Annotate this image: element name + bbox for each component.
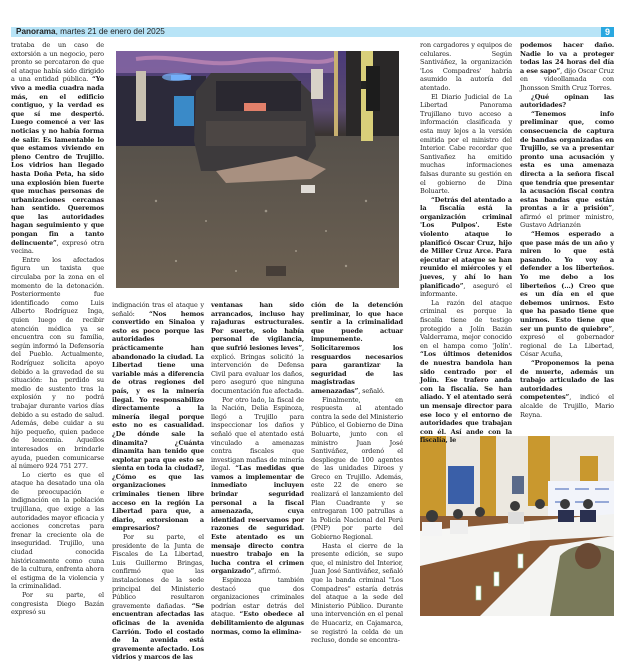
paragraph xyxy=(11,471,104,591)
paragraph xyxy=(520,230,614,359)
paragraph xyxy=(211,396,304,576)
body-text: Entre los afectados figura un taxista que circulaba por la zona en el momento de la detonación. Posteriormente fue identificado como Luis Alberto Rodríguez Inga, quien luego de recibir atención médica ya se encuentra con su familia, según informó la Defensoría del Pueblo. Actualmente, Rodríguez solicita apoyo debido a la gravedad de su situación: ha perdido su medio de sustento tras la explosión y no podrá trabajar durante varios días debido a su estado de salud. Además, debe cuidar a su hijo pequeño, quien padece de leucemia. Aquellos interesados en brindarle ayuda, pueden comunicarse al número 924 751 277. xyxy=(11,255,104,471)
paragraph xyxy=(211,576,304,636)
body-text: Por su parte, el presidente de la Junta de Fiscales de La Libertad, Luis Guillermo Bringas, confirmó que las instalaciones de la sede principal del Ministerio Público resultaron gravemente dañadas. xyxy=(112,533,204,610)
quote-text: “Se encuentran afectadas las oficinas de la avenida Carrión. Todo el costado de la avenida está gravemente afectado. Los vidrios y marcos de las xyxy=(112,601,204,662)
body-text: , explicó. Bringas solicitó la intervención de Defensa Civil para evaluar los daños, pero aseguró que ninguna documentación fue afectada. xyxy=(211,343,304,395)
paragraph xyxy=(211,301,304,396)
body-text: Finalmente, en respuesta al atentado contra la sede del Ministerio Público, el Gobierno de Dina Boluarte, junto con el ministro Juan José Santiváñez, ordenó el despliegue de 100 agentes de las unidades Diroes y Greco en Trujillo. Además, este 22 de enero se realizará el lanzamiento del Plan Cuadrante y se entregaran 100 patrullas a la Policía Nacional del Perú (PNP) por parte del Gobierno Regional. xyxy=(311,395,403,542)
header-dateline xyxy=(16,27,165,37)
article-column-5 xyxy=(420,41,512,445)
article-column-4 xyxy=(311,301,403,645)
body-text: , señaló. xyxy=(358,386,385,395)
quote-text: “Los últimos detenidos de nuestra bandola han sido centrado por el Jolín. Ese trafero anda con la fiscalía. Se han aliado. Y el atentado será un mensaje director para ese loco y el entorno de autoridades que trabajan con él. Así ande con la fiscalía, le xyxy=(420,350,512,445)
paragraph xyxy=(11,256,104,471)
paragraph xyxy=(520,93,614,110)
quote-text: podemos hacer daño. Nadie lo va a proteger todas las 24 horas del día a ese sapo” xyxy=(520,41,614,75)
page-header xyxy=(11,27,614,37)
quote-text: “Proponemos la pena de muerte, además un trabajo articulado de las autoridades competentes” xyxy=(520,358,614,402)
quote-text: “Tenemos info preliminar que, como consecuencia de captura de bandas organizadas en Trujillo, se va a presentar pronto una acusación y esta es una amenaza directa a la señora fiscal que tendría que presentar la acusación fiscal contra estas bandas que están prontas a ir a prisión” xyxy=(520,109,614,213)
body-text: , afirmó. xyxy=(254,567,281,576)
paragraph xyxy=(420,41,512,93)
body-text: Espinoza también destacó que dos organizaciones criminales podrían estar detrás del ataque. xyxy=(211,576,304,619)
body-text: indignación tras el ataque y señaló: xyxy=(112,301,204,318)
body-text: Hasta el cierre de la presente edición, se supo que, el ministro del Interior, Juan José Santiváñez, señaló que la banda criminal "Los Compadres" estaría detrás del ataque a la sede del Ministerio Público. Durante una intervención en el penal de Huacariz, en Cajamarca, se registró la celda de un recluso, donde se encontra- xyxy=(311,541,403,645)
paragraph xyxy=(311,396,403,542)
article-column-2 xyxy=(112,301,204,662)
paragraph xyxy=(112,533,204,662)
body-text: , expresó el gobernador regional de La Libertad, César Acuña, xyxy=(520,324,614,359)
paragraph xyxy=(420,299,512,445)
body-text: , expresó otra vecina. xyxy=(11,238,104,256)
body-text: , dijo Oscar Cruz en videollamada con Jhonsson Smith Cruz Torres. xyxy=(520,66,614,92)
paragraph xyxy=(520,41,614,93)
body-text: Por su parte, el congresista Diego Bazán expresó su xyxy=(11,591,104,617)
paragraph xyxy=(520,359,614,419)
quote-text: “Yo vivo a media cuadra nada más, en el edificio contiguo, y la verdad es que sí me despertó. Luego comencé a ver las noticias y no había forma de salir. Es lamentable lo que estamos viviendo en pleno Centro de Trujillo. Los vidrios han llegado hasta Doña Peta, ha sido una explosión bien fuerte que muchas personas de urbanizaciones cercanas han sentido. Queremos que las autoridades hagan seguimiento y que pongan fin a tanto delincuente” xyxy=(11,75,104,247)
quote-text: “Detrás del atentado a la fiscalía está la organización criminal 'Los Pulpos'. Este violento ataque lo planificó Oscar Cruz, hijo de Miller Cruz Arce. Para ejecutar el ataque se han reunido el miércoles y el jueves, y ahí lo han planificado” xyxy=(420,195,512,290)
paragraph xyxy=(520,110,614,230)
paragraph xyxy=(420,93,512,196)
body-text: La razón del ataque criminal es porque la fiscalía tiene de testigo protegido a Jolín Bazán Valderrama, mejor conocido en el hampa como 'Jolín'. xyxy=(420,298,512,350)
authorities-meeting-photo xyxy=(420,436,614,616)
body-text: ron cargadores y equipos de celulares. Según Santiváñez, la organización 'Los Compadres' habría asumido la autoría del atentado. xyxy=(420,41,512,92)
paragraph xyxy=(11,41,104,256)
body-text: Por otro lado, la fiscal de la Nación, Delia Espinoza, llegó a Trujillo para inspeccionar los daños y señaló que el atentado está vinculado a amenazas contra fiscales que investigan mafias de minería ilegal. xyxy=(211,395,304,473)
body-text: , indicó el alcalde de Trujillo, Mario Reyna. xyxy=(520,393,614,419)
article-column-1 xyxy=(11,41,104,617)
article-column-6 xyxy=(520,41,614,419)
paragraph xyxy=(311,542,403,645)
quote-text: ción de la detención preliminar, lo que hace sentir a la criminalidad que puede actuar impunemente. Solicitaremos los resguardos necesarios para garantizar la seguridad de las magistradas amenazadas” xyxy=(311,301,403,395)
body-text: Lo cierto es que el ataque ha desatado una ola de preocupación e indignación en la población trujillana, que exige a las autoridades mayor eficacia y acciones concretas para frenar la creciente ola de inseguridad. Trujillo, una ciudad conocida históricamente como cuna de la cultura, enfrenta ahora el estigma de la violencia y la criminalidad. xyxy=(11,470,104,591)
paragraph xyxy=(11,591,104,617)
publication-date: , martes 21 de enero del 2025 xyxy=(55,27,165,36)
body-text: trataba de un caso de extorsión a un negocio, pero pronto se percataron de que el ataque había sido dirigido a una entidad pública. xyxy=(11,41,104,84)
quote-text: “Esto obedece al debilitamiento de algunas normas, como la elimina- xyxy=(211,610,304,636)
paragraph xyxy=(112,301,204,533)
quote-text: ¿Qué opinan las autoridades? xyxy=(520,92,614,110)
page-number: 9 xyxy=(601,27,614,37)
quote-text: “Hemos esperado a que pase más de un año y miren lo que está pasando. Yo voy a defender a los liberteños. Yo me debo a los liberteños (...) Creo que es un día en el que debemos unirnos. Esto que ha pasado tiene que unirnos. Esto tiene que ser un punto de quiebre” xyxy=(520,230,614,333)
paragraph xyxy=(420,196,512,299)
body-text: El Diario Judicial de La Libertad Panorama Trujillano tuvo acceso a información clasificada y esta muy lejos a la versión emitida por el ministro del Interior. Cabe recordar que Santivañez ha emitido muchas informaciones falsas durante su gestión en el gobierno de Dina Boluarte. xyxy=(420,92,512,196)
body-text: , afirmó el primer ministro, Gustavo Adrianzén xyxy=(520,204,614,230)
publication-name: Panorama xyxy=(16,27,56,36)
article-column-3 xyxy=(211,301,304,636)
explosion-photo xyxy=(116,51,399,288)
quote-text: “Nos hemos convertido en Sinaloa y esto es poco porque las autoridades prácticamente han abandonado la ciudad. La Libertad tiene una variable más a diferencia de otras regiones del país, y es la minería ilegal. Yo responsabilizo directamente a la minería ilegal porque esto no es casualidad. ¿De dónde sale la dinamita? ¿Cuánta dinamita han tenido que explotar para que esto se sienta en toda la ciudad?, ¿Cómo es que las organizaciones criminales tienen libre acceso en la región La Libertad para que, a diario, extorsionan a empresarios? xyxy=(112,309,204,533)
paragraph xyxy=(311,301,403,396)
quote-text: “Las medidas que vamos a implementar de inmediato incluyen brindar seguridad personal a la fiscal amenazada, cuya identidad reservamos por razones de seguridad. Este atentado es un mensaje directo contra nuestro trabajo en la lucha contra el crimen organizado” xyxy=(211,464,304,576)
quote-text: ventanas han sido arrancados, incluso hay rajaduras estructurales. Por suerte, solo había personal de vigilancia, que sufrió lesiones leves” xyxy=(211,301,304,352)
body-text: , aseguró el informante. xyxy=(420,281,512,299)
